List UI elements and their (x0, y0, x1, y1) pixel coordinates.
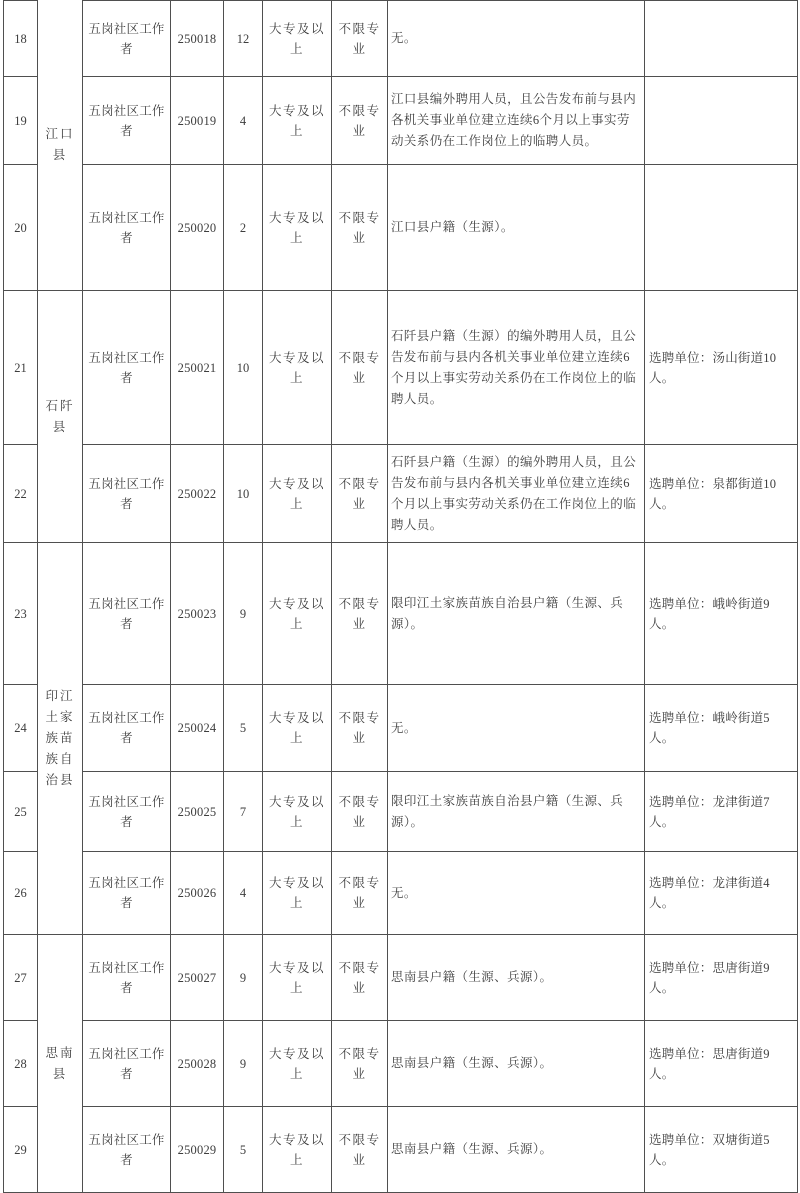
headcount-cell: 2 (224, 165, 263, 291)
major-cell: 不限专业 (332, 935, 388, 1021)
table-row (4, 543, 798, 685)
table-row (4, 77, 798, 165)
county-cell: 印江土家族苗族自治县 (38, 543, 83, 935)
headcount-cell: 4 (224, 852, 263, 935)
education-cell: 大专及以上 (263, 543, 332, 685)
other-conditions-cell: 限印江土家族苗族自治县户籍（生源、兵源）。 (388, 772, 645, 852)
job-code-cell: 250019 (171, 77, 224, 165)
recruitment-position-table (3, 0, 798, 1193)
major-cell: 不限专业 (332, 772, 388, 852)
table-row (4, 165, 798, 291)
education-cell: 大专及以上 (263, 165, 332, 291)
county-cell: 江口县 (38, 1, 83, 291)
job-code-cell: 250018 (171, 1, 224, 77)
seq-cell: 28 (4, 1021, 38, 1107)
job-code-cell: 250020 (171, 165, 224, 291)
position-cell: 五岗社区工作者 (83, 165, 171, 291)
major-cell: 不限专业 (332, 1107, 388, 1193)
headcount-cell: 9 (224, 543, 263, 685)
headcount-cell: 5 (224, 685, 263, 772)
remark-cell (645, 1, 798, 77)
headcount-cell: 9 (224, 1021, 263, 1107)
seq-cell: 20 (4, 165, 38, 291)
major-cell: 不限专业 (332, 77, 388, 165)
seq-cell: 27 (4, 935, 38, 1021)
education-cell: 大专及以上 (263, 445, 332, 543)
position-cell: 五岗社区工作者 (83, 852, 171, 935)
other-conditions-cell: 思南县户籍（生源、兵源）。 (388, 1021, 645, 1107)
remark-cell: 选聘单位：泉都街道10人。 (645, 445, 798, 543)
major-cell: 不限专业 (332, 291, 388, 445)
table-row (4, 1107, 798, 1193)
major-cell: 不限专业 (332, 165, 388, 291)
remark-cell: 选聘单位：峨岭街道9人。 (645, 543, 798, 685)
position-cell: 五岗社区工作者 (83, 1107, 171, 1193)
position-cell: 五岗社区工作者 (83, 772, 171, 852)
position-cell: 五岗社区工作者 (83, 685, 171, 772)
education-cell: 大专及以上 (263, 1107, 332, 1193)
remark-cell: 选聘单位：思唐街道9人。 (645, 935, 798, 1021)
headcount-cell: 7 (224, 772, 263, 852)
table-row (4, 852, 798, 935)
seq-cell: 25 (4, 772, 38, 852)
table-row (4, 685, 798, 772)
seq-cell: 19 (4, 77, 38, 165)
seq-cell: 23 (4, 543, 38, 685)
headcount-cell: 5 (224, 1107, 263, 1193)
other-conditions-cell: 思南县户籍（生源、兵源）。 (388, 1107, 645, 1193)
remark-cell (645, 77, 798, 165)
seq-cell: 22 (4, 445, 38, 543)
major-cell: 不限专业 (332, 1, 388, 77)
position-cell: 五岗社区工作者 (83, 445, 171, 543)
county-cell: 思南县 (38, 935, 83, 1193)
remark-cell: 选聘单位：双塘街道5人。 (645, 1107, 798, 1193)
other-conditions-cell: 无。 (388, 685, 645, 772)
position-cell: 五岗社区工作者 (83, 1, 171, 77)
headcount-cell: 4 (224, 77, 263, 165)
other-conditions-cell: 限印江土家族苗族自治县户籍（生源、兵源）。 (388, 543, 645, 685)
job-code-cell: 250023 (171, 543, 224, 685)
remark-cell: 选聘单位：龙津街道7人。 (645, 772, 798, 852)
table-row (4, 935, 798, 1021)
education-cell: 大专及以上 (263, 935, 332, 1021)
other-conditions-cell: 思南县户籍（生源、兵源）。 (388, 935, 645, 1021)
job-code-cell: 250021 (171, 291, 224, 445)
headcount-cell: 9 (224, 935, 263, 1021)
seq-cell: 24 (4, 685, 38, 772)
table-row (4, 772, 798, 852)
position-cell: 五岗社区工作者 (83, 935, 171, 1021)
remark-cell: 选聘单位：汤山街道10人。 (645, 291, 798, 445)
remark-cell: 选聘单位：思唐街道9人。 (645, 1021, 798, 1107)
seq-cell: 26 (4, 852, 38, 935)
job-code-cell: 250028 (171, 1021, 224, 1107)
job-code-cell: 250026 (171, 852, 224, 935)
table-row (4, 1021, 798, 1107)
major-cell: 不限专业 (332, 685, 388, 772)
headcount-cell: 10 (224, 445, 263, 543)
position-cell: 五岗社区工作者 (83, 543, 171, 685)
table-row (4, 1, 798, 77)
county-cell: 石阡县 (38, 291, 83, 543)
remark-cell: 选聘单位：峨岭街道5人。 (645, 685, 798, 772)
education-cell: 大专及以上 (263, 852, 332, 935)
position-cell: 五岗社区工作者 (83, 291, 171, 445)
other-conditions-cell: 石阡县户籍（生源）的编外聘用人员，且公告发布前与县内各机关事业单位建立连续6个月以上事实劳动关系仍在工作岗位上的临聘人员。 (388, 445, 645, 543)
remark-cell: 选聘单位：龙津街道4人。 (645, 852, 798, 935)
other-conditions-cell: 无。 (388, 1, 645, 77)
position-cell: 五岗社区工作者 (83, 1021, 171, 1107)
education-cell: 大专及以上 (263, 772, 332, 852)
education-cell: 大专及以上 (263, 1, 332, 77)
position-cell: 五岗社区工作者 (83, 77, 171, 165)
other-conditions-cell: 无。 (388, 852, 645, 935)
table-row (4, 291, 798, 445)
seq-cell: 18 (4, 1, 38, 77)
other-conditions-cell: 江口县户籍（生源）。 (388, 165, 645, 291)
headcount-cell: 12 (224, 1, 263, 77)
recruitment-table-sheet (3, 0, 797, 1193)
seq-cell: 29 (4, 1107, 38, 1193)
job-code-cell: 250029 (171, 1107, 224, 1193)
job-code-cell: 250022 (171, 445, 224, 543)
education-cell: 大专及以上 (263, 291, 332, 445)
remark-cell (645, 165, 798, 291)
major-cell: 不限专业 (332, 852, 388, 935)
other-conditions-cell: 石阡县户籍（生源）的编外聘用人员，且公告发布前与县内各机关事业单位建立连续6个月以上事实劳动关系仍在工作岗位上的临聘人员。 (388, 291, 645, 445)
major-cell: 不限专业 (332, 1021, 388, 1107)
headcount-cell: 10 (224, 291, 263, 445)
job-code-cell: 250027 (171, 935, 224, 1021)
seq-cell: 21 (4, 291, 38, 445)
table-row (4, 445, 798, 543)
job-code-cell: 250025 (171, 772, 224, 852)
education-cell: 大专及以上 (263, 77, 332, 165)
major-cell: 不限专业 (332, 543, 388, 685)
other-conditions-cell: 江口县编外聘用人员，且公告发布前与县内各机关事业单位建立连续6个月以上事实劳动关系仍在工作岗位上的临聘人员。 (388, 77, 645, 165)
education-cell: 大专及以上 (263, 1021, 332, 1107)
education-cell: 大专及以上 (263, 685, 332, 772)
major-cell: 不限专业 (332, 445, 388, 543)
job-code-cell: 250024 (171, 685, 224, 772)
